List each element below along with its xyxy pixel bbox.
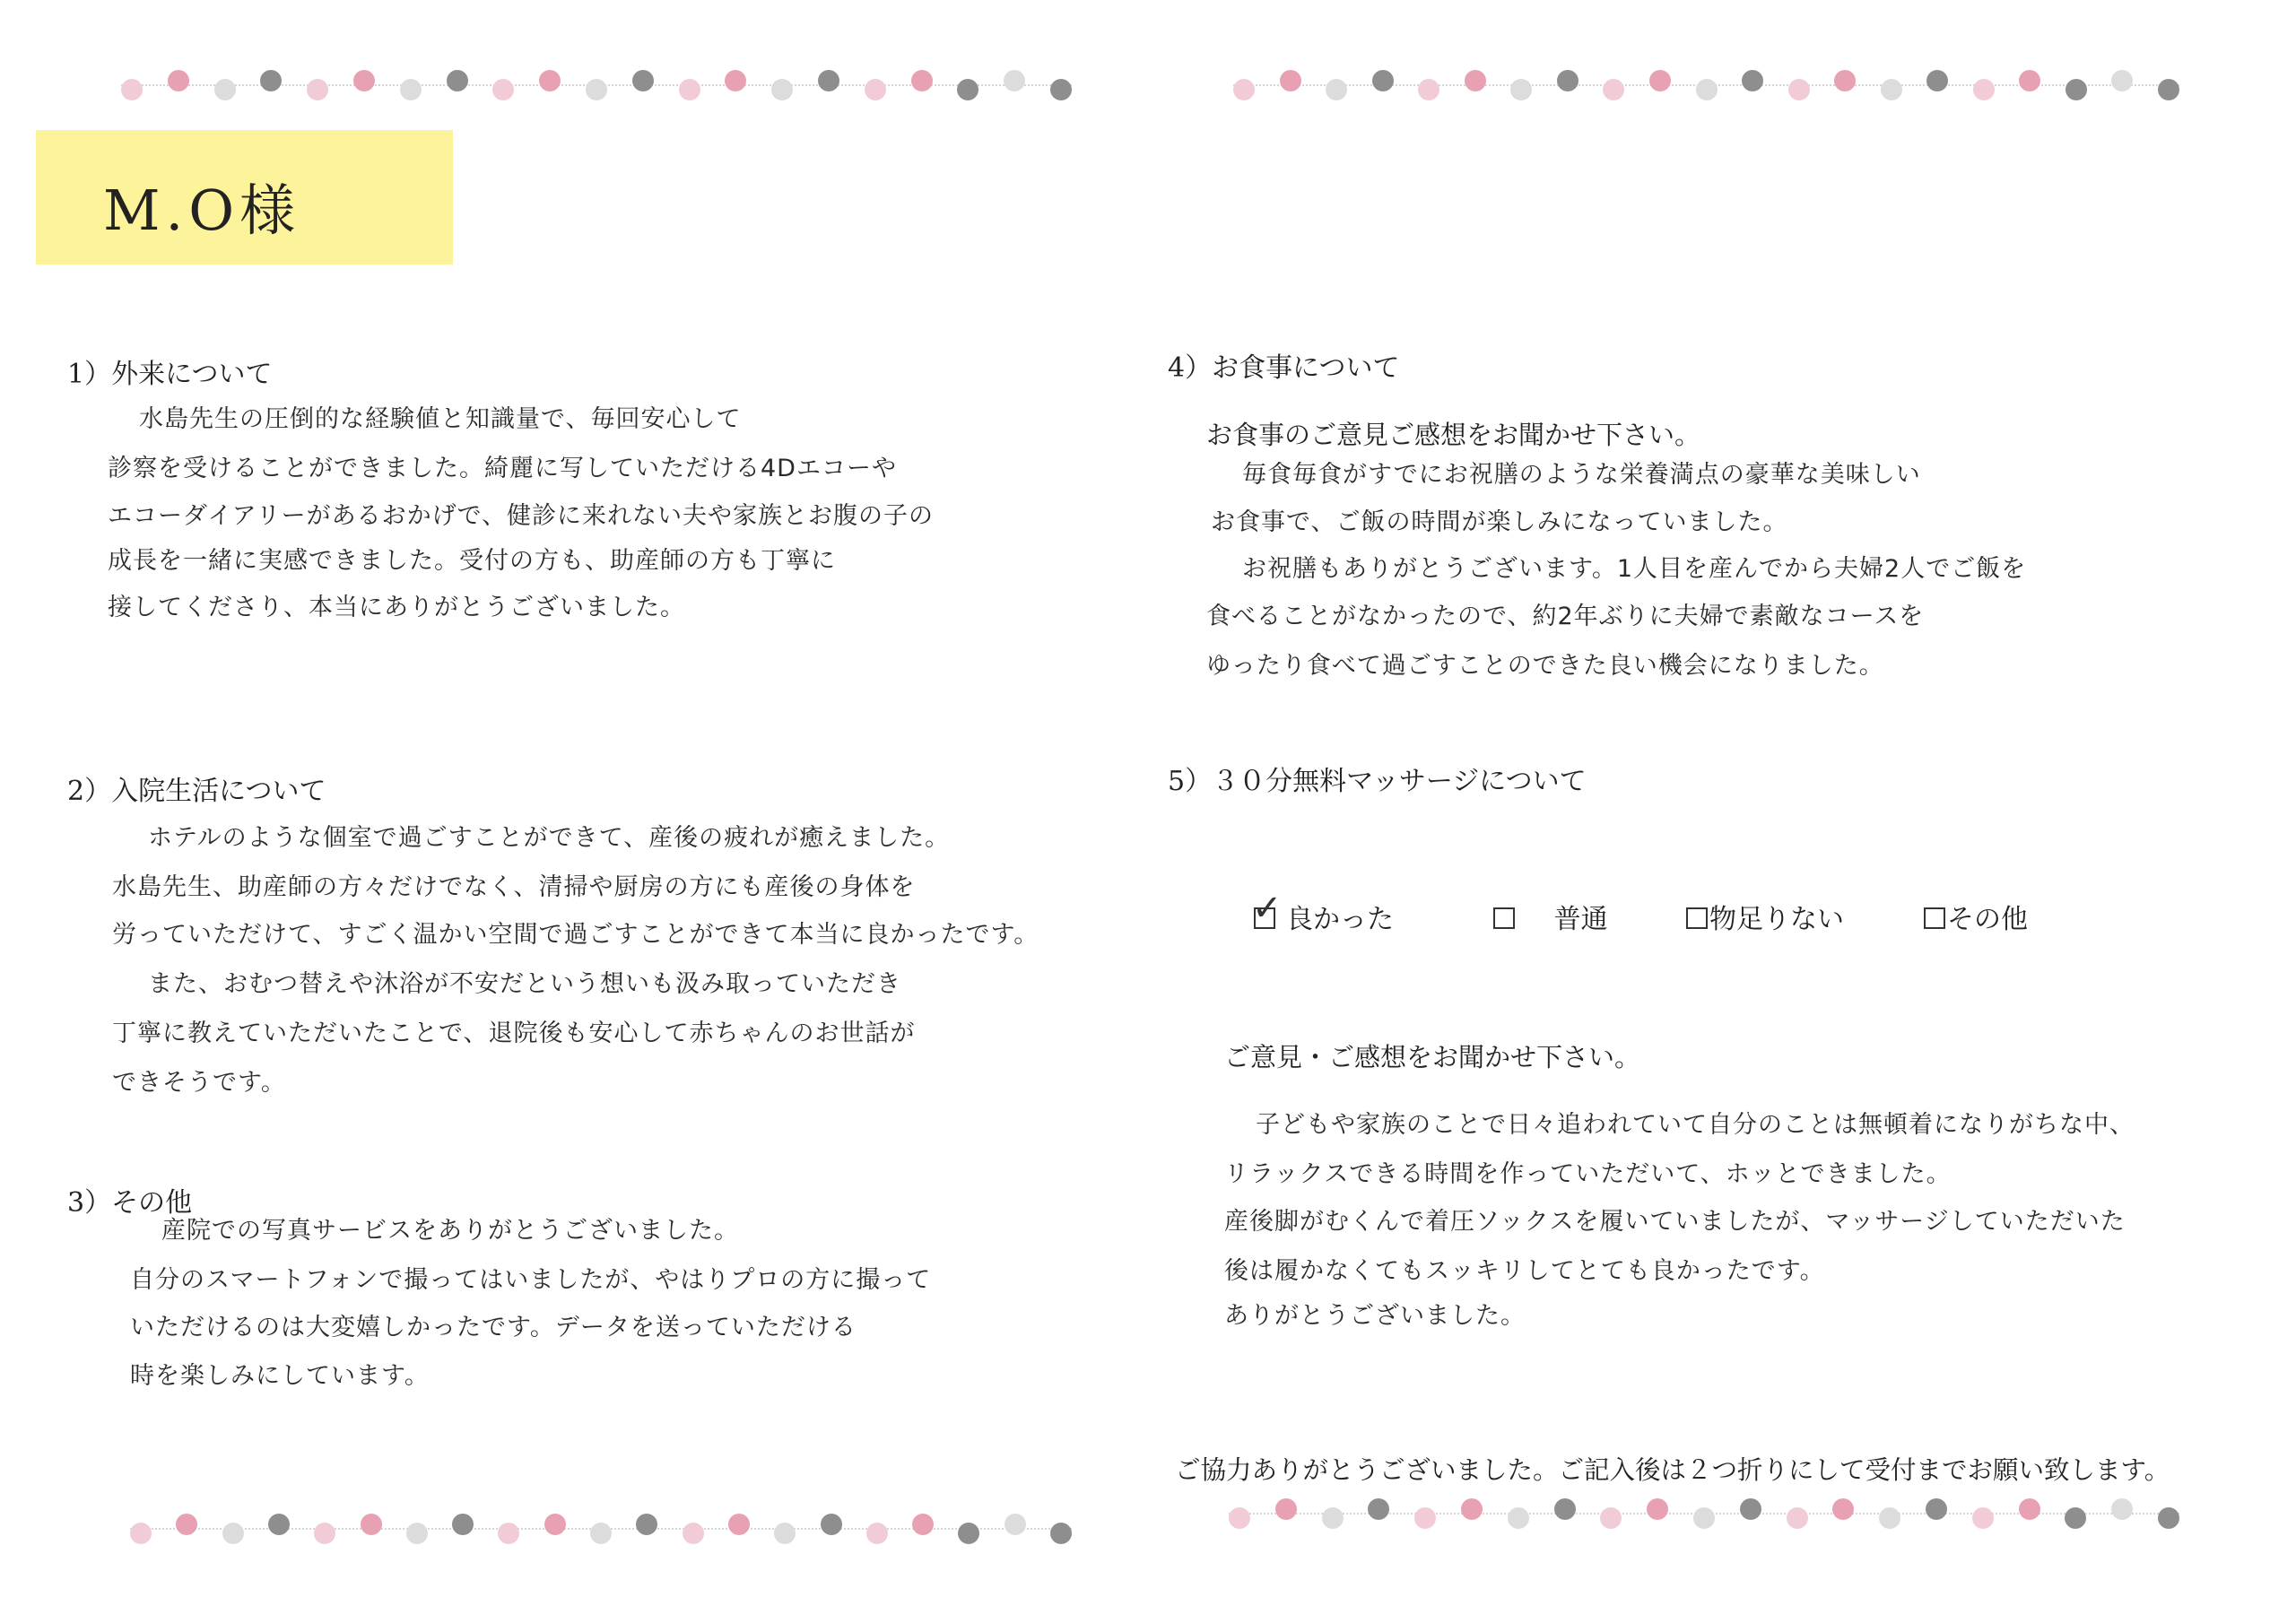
decorative-dot — [632, 70, 654, 91]
decorative-dot — [771, 79, 793, 100]
section-1-line: 診察を受けることができました。綺麗に写していただける4Dエコーや — [108, 455, 897, 482]
decorative-dot — [818, 70, 839, 91]
decorative-dot — [821, 1514, 842, 1535]
decorative-dot — [492, 79, 514, 100]
option-normal[interactable] — [1493, 897, 1608, 936]
decorative-dot — [1322, 1507, 1344, 1529]
decorative-dot — [1881, 79, 1902, 100]
decorative-dot — [1600, 1507, 1622, 1529]
decorative-dot — [260, 70, 282, 91]
decorative-dot — [725, 70, 746, 91]
decorative-dot — [1233, 79, 1255, 100]
decorative-dot — [1508, 1507, 1529, 1529]
decorative-dot — [222, 1523, 244, 1544]
decorative-dot — [912, 1514, 934, 1535]
section-5-prompt: ご意見・ご感想をお聞かせ下さい。 — [1224, 1042, 1641, 1072]
decorative-dot — [1832, 1498, 1854, 1520]
right-page — [1157, 0, 2296, 1623]
decorative-dot — [1368, 1498, 1389, 1520]
decorative-dot — [1647, 1498, 1668, 1520]
section-5-line: 後は履かなくてもスッキリしてとても良かったです。 — [1224, 1257, 1825, 1285]
decorative-dot — [586, 79, 607, 100]
section-5-line: リラックスできる時間を作っていただいて、ホッとできました。 — [1224, 1160, 1952, 1188]
section-3-line: 自分のスマートフォンで撮ってはいましたが、やはりプロの方に撮って — [130, 1266, 932, 1294]
section-1-line: 水島先生の圧倒的な経験値と知識量で、毎回安心して — [139, 405, 742, 433]
section-1-line: エコーダイアリーがあるおかげで、健診に来れない夫や家族とお腹の子の — [108, 502, 935, 530]
checkbox-other[interactable] — [1924, 907, 1945, 929]
section-4-line: お祝膳もありがとうございます。1人目を産んでから夫婦2人でご飯を — [1242, 555, 2027, 583]
decorative-dot — [1973, 79, 1995, 100]
section-4-line: ゆったり食べて過ごすことのできた良い機会になりました。 — [1206, 652, 1884, 680]
decorative-dot — [2111, 1498, 2133, 1520]
bottom-dotted-border — [1229, 1491, 2179, 1536]
section-2-line: できそうです。 — [112, 1069, 286, 1097]
decorative-dot — [314, 1523, 335, 1544]
decorative-dot — [1557, 70, 1578, 91]
decorative-dot — [268, 1514, 290, 1535]
section-2-heading: 2）入院生活について — [67, 776, 326, 807]
decorative-dot — [1414, 1507, 1436, 1529]
section-1-line: 接してくださり、本当にありがとうございました。 — [108, 594, 685, 621]
section-3-heading: 3）その他 — [67, 1187, 193, 1219]
section-2-line: 労っていただけて、すごく温かい空間で過ごすことができて本当に良かったです。 — [112, 921, 1039, 949]
option-good-label: 良かった — [1286, 904, 1394, 935]
section-2-line: また、おむつ替えや沐浴が不安だという想いも汲み取っていただき — [148, 970, 901, 998]
section-5-line: 子どもや家族のことで日々追われていて自分のことは無頓着になりがちな中、 — [1256, 1111, 2135, 1139]
decorative-dot — [1280, 70, 1301, 91]
option-insufficient-label: 物足りない — [1709, 904, 1844, 935]
decorative-dot — [2019, 1498, 2040, 1520]
section-3-line: いただけるのは大変嬉しかったです。データを送っていただける — [130, 1314, 857, 1341]
section-4-heading: 4）お食事について — [1168, 352, 1400, 384]
decorative-dot — [590, 1523, 612, 1544]
decorative-dot — [728, 1514, 750, 1535]
decorative-dot — [1926, 70, 1948, 91]
decorative-dot — [1742, 70, 1763, 91]
decorative-dot — [447, 70, 468, 91]
decorative-dot — [958, 1523, 979, 1544]
decorative-dot — [121, 79, 143, 100]
decorative-dot — [2158, 1507, 2179, 1529]
decorative-dot — [1465, 70, 1486, 91]
decorative-dot — [1461, 1498, 1483, 1520]
decorative-dot — [498, 1523, 519, 1544]
decorative-dot — [1879, 1507, 1900, 1529]
decorative-dot — [1372, 70, 1394, 91]
decorative-dot — [2111, 70, 2133, 91]
decorative-dot — [1693, 1507, 1715, 1529]
decorative-dot — [1554, 1498, 1576, 1520]
section-3-line: 産院での写真サービスをありがとうございました。 — [161, 1217, 739, 1245]
decorative-dot — [1649, 70, 1671, 91]
checkbox-insufficient[interactable] — [1686, 907, 1708, 929]
customer-name-tag — [36, 130, 453, 265]
decorative-dot — [683, 1523, 704, 1544]
decorative-dot — [1510, 79, 1532, 100]
decorative-dot — [353, 70, 375, 91]
section-3-line: 時を楽しみにしています。 — [130, 1362, 430, 1390]
decorative-dot — [1603, 79, 1624, 100]
section-2-line: 水島先生、助産師の方々だけでなく、清掃や厨房の方にも産後の身体を — [112, 873, 916, 901]
decorative-dot — [1926, 1498, 1947, 1520]
decorative-dot — [774, 1523, 796, 1544]
option-good[interactable] — [1252, 888, 1394, 936]
decorative-dot — [1834, 70, 1856, 91]
section-4-line: 毎食毎食がすでにお祝膳のような栄養満点の豪華な美味しい — [1242, 461, 1921, 489]
section-1-line: 成長を一緒に実感できました。受付の方も、助産師の方も丁寧に — [108, 547, 836, 575]
left-page — [0, 0, 1130, 1623]
decorative-dot — [866, 1523, 888, 1544]
checkbox-good[interactable] — [1252, 888, 1283, 929]
decorative-dot — [452, 1514, 474, 1535]
decorative-dot — [1972, 1507, 1994, 1529]
check-mark-icon: ✓ — [1252, 888, 1283, 929]
section-4-prompt: お食事のご意見ご感想をお聞かせ下さい。 — [1206, 420, 1701, 450]
customer-name: M.O様 — [103, 178, 301, 243]
decorative-dot — [168, 70, 189, 91]
checkbox-normal[interactable] — [1493, 907, 1515, 929]
option-other[interactable] — [1924, 897, 2028, 936]
decorative-dot — [1740, 1498, 1761, 1520]
decorative-dot — [2065, 1507, 2086, 1529]
decorative-dot — [1050, 1523, 1072, 1544]
bottom-dotted-border — [130, 1506, 1072, 1551]
decorative-dot — [2066, 79, 2087, 100]
decorative-dot — [1004, 1514, 1026, 1535]
decorative-dot — [2158, 79, 2179, 100]
footer-note: ご協力ありがとうございました。ご記入後は２つ折りにして受付までお願い致します。 — [1175, 1455, 2170, 1485]
decorative-dot — [865, 79, 886, 100]
decorative-dot — [307, 79, 328, 100]
section-2-line: ホテルのような個室で過ごすことができて、産後の疲れが癒えました。 — [148, 824, 951, 852]
decorative-dot — [1050, 79, 1072, 100]
decorative-dot — [1788, 79, 1810, 100]
decorative-dot — [130, 1523, 152, 1544]
section-5-line: 産後脚がむくんで着圧ソックスを履いていましたが、マッサージしていただいた — [1224, 1208, 2126, 1236]
section-5-line: ありがとうございました。 — [1224, 1302, 1526, 1330]
option-insufficient[interactable] — [1686, 897, 1844, 936]
decorative-dot — [1275, 1498, 1297, 1520]
decorative-dot — [1418, 79, 1439, 100]
section-1-heading: 1）外来について — [67, 359, 273, 390]
decorative-dot — [2019, 70, 2040, 91]
decorative-dot — [636, 1514, 657, 1535]
decorative-dot — [214, 79, 236, 100]
section-4-line: 食べることがなかったので、約2年ぶりに夫婦で素敵なコースを — [1206, 603, 1925, 630]
section-5-heading: 5）３０分無料マッサージについて — [1168, 766, 1587, 797]
decorative-dot — [176, 1514, 197, 1535]
decorative-dot — [1696, 79, 1718, 100]
decorative-dot — [1229, 1507, 1250, 1529]
decorative-dot — [361, 1514, 382, 1535]
decorative-dot — [1326, 79, 1347, 100]
top-dotted-border — [121, 63, 1072, 108]
option-other-label: その他 — [1947, 904, 2028, 935]
section-4-line: お食事で、ご飯の時間が楽しみになっていました。 — [1211, 508, 1788, 536]
option-normal-label: 普通 — [1553, 904, 1608, 935]
top-dotted-border — [1233, 63, 2179, 108]
decorative-dot — [1004, 70, 1025, 91]
decorative-dot — [400, 79, 422, 100]
decorative-dot — [544, 1514, 566, 1535]
decorative-dot — [679, 79, 700, 100]
decorative-dot — [406, 1523, 428, 1544]
decorative-dot — [1787, 1507, 1808, 1529]
decorative-dot — [911, 70, 933, 91]
decorative-dot — [957, 79, 978, 100]
decorative-dot — [539, 70, 561, 91]
section-2-line: 丁寧に教えていただいたことで、退院後も安心して赤ちゃんのお世話が — [112, 1020, 916, 1047]
